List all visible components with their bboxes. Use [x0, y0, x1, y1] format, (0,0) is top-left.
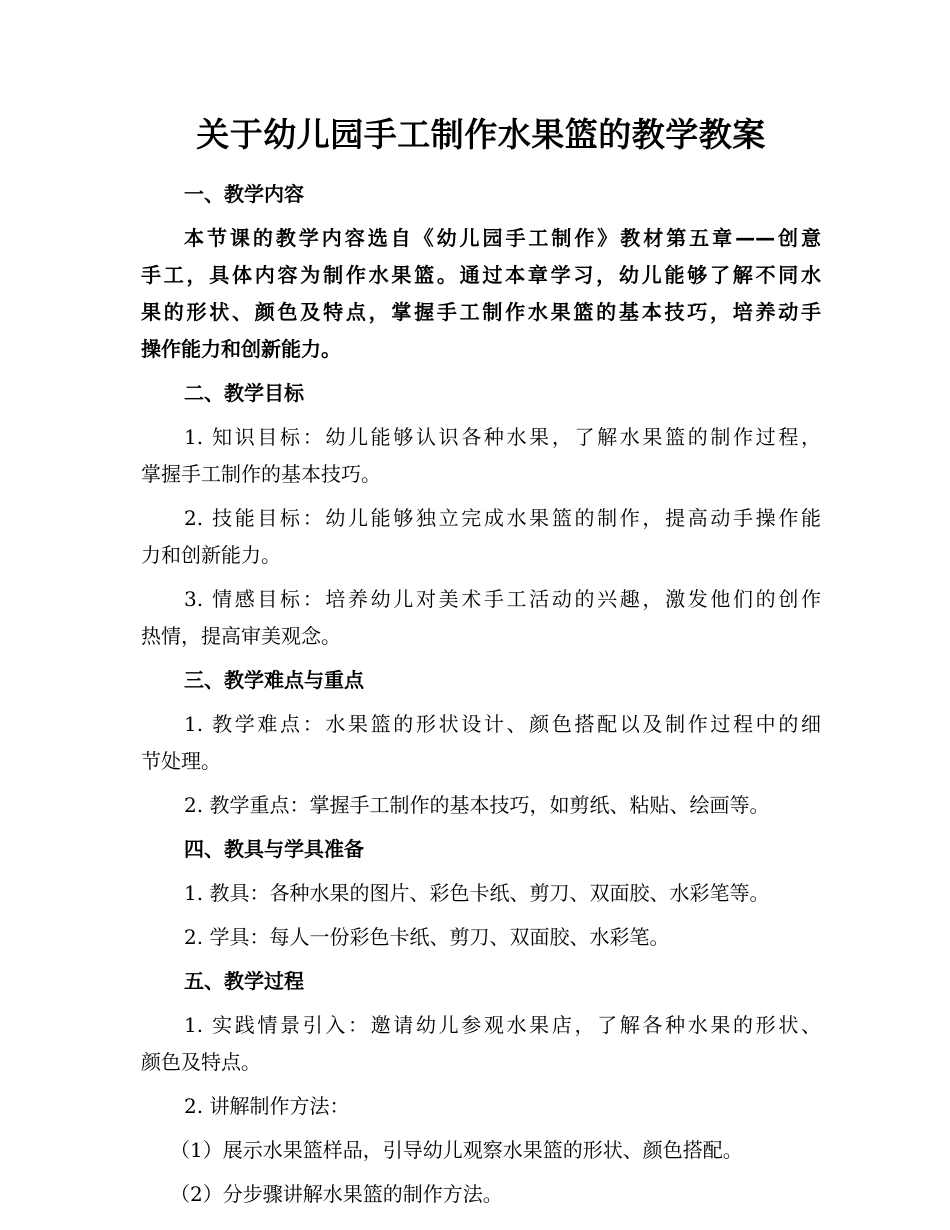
list-item-line: 2. 教学重点：掌握手工制作的基本技巧，如剪纸、粘贴、绘画等。: [184, 793, 770, 817]
paragraph-line: 果的形状、颜色及特点，掌握手工制作水果篮的基本技巧，培养动手: [141, 300, 821, 324]
list-item-line: 力和创新能力。: [141, 543, 281, 567]
list-item-line: 颜色及特点。: [141, 1050, 261, 1074]
document-page: [141, 112, 821, 1213]
list-item-line: 1. 教具：各种水果的图片、彩色卡纸、剪刀、双面胶、水彩笔等。: [184, 881, 770, 905]
section-heading-keypoints: 三、教学难点与重点: [184, 668, 364, 692]
list-item-line: 2. 讲解制作方法：: [184, 1094, 350, 1118]
section-heading-process: 五、教学过程: [184, 969, 304, 993]
list-item-line: 2. 学具：每人一份彩色卡纸、剪刀、双面胶、水彩笔。: [184, 925, 670, 949]
section-heading-content: 一、教学内容: [184, 182, 304, 206]
paragraph-line: 操作能力和创新能力。: [141, 337, 341, 361]
list-item-line: 2. 技能目标：幼儿能够独立完成水果篮的制作，提高动手操作能: [184, 506, 821, 530]
list-item-line: 1. 知识目标：幼儿能够认识各种水果，了解水果篮的制作过程，: [184, 425, 821, 449]
list-item-line: 1. 实践情景引入：邀请幼儿参观水果店，了解各种水果的形状、: [184, 1013, 821, 1037]
list-item-line: 掌握手工制作的基本技巧。: [141, 462, 381, 486]
section-heading-goals: 二、教学目标: [184, 381, 304, 405]
sub-item-line: （1）展示水果篮样品，引导幼儿观察水果篮的形状、颜色搭配。: [170, 1138, 743, 1162]
section-heading-materials: 四、教具与学具准备: [184, 837, 364, 861]
paragraph-line: 本节课的教学内容选自《幼儿园手工制作》教材第五章——创意: [184, 226, 821, 250]
list-item-line: 1. 教学难点：水果篮的形状设计、颜色搭配以及制作过程中的细: [184, 712, 821, 736]
list-item-line: 热情，提高审美观念。: [141, 624, 341, 648]
list-item-line: 3. 情感目标：培养幼儿对美术手工活动的兴趣，激发他们的创作: [184, 587, 821, 611]
document-title: 关于幼儿园手工制作水果篮的教学教案: [196, 115, 766, 154]
sub-item-line: （2）分步骤讲解水果篮的制作方法。: [170, 1182, 503, 1206]
paragraph-line: 手工，具体内容为制作水果篮。通过本章学习，幼儿能够了解不同水: [141, 263, 821, 287]
list-item-line: 节处理。: [141, 749, 221, 773]
